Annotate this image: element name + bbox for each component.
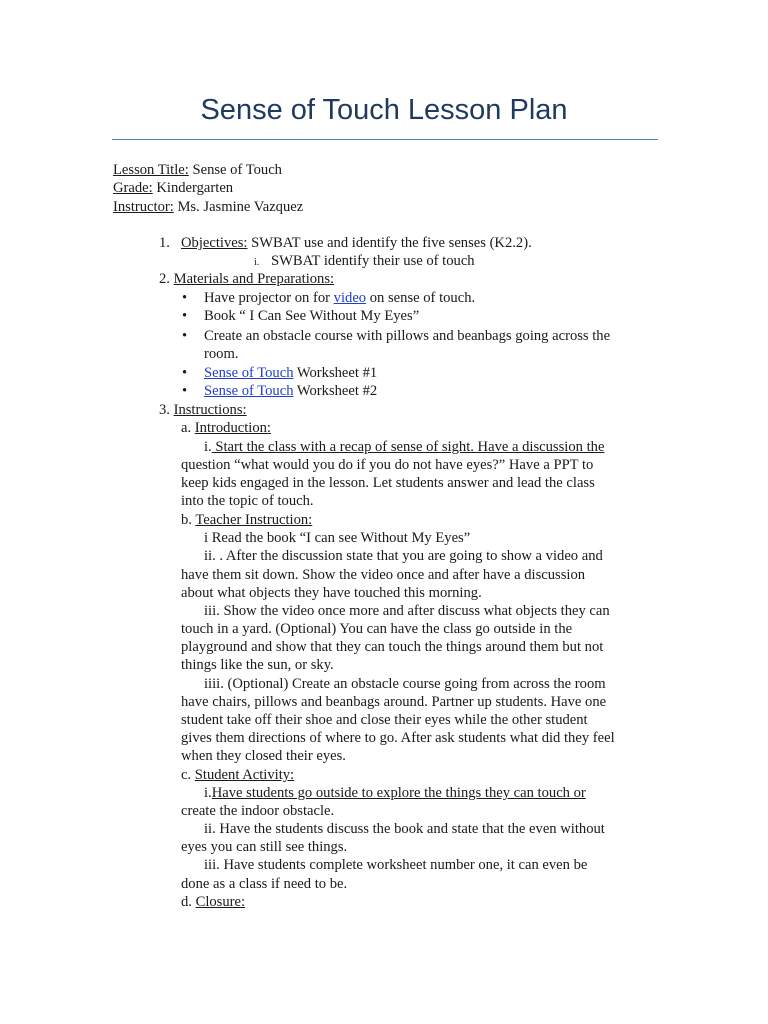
objectives-number: 1. (159, 235, 170, 251)
objectives-line (181, 234, 532, 252)
title-divider (112, 139, 658, 140)
bullet-icon: • (182, 308, 188, 324)
bullet-icon: • (182, 328, 188, 344)
teacher-instruction-prefix: b. (181, 512, 196, 528)
worksheet2-post: Worksheet #2 (293, 383, 378, 399)
teacher-line: iiii. (Optional) Create an obstacle course going from across the room (204, 676, 606, 692)
instructor-label: Instructor: (113, 199, 174, 215)
worksheet1-post: Worksheet #1 (293, 365, 378, 381)
student-line (204, 784, 586, 802)
student-i-text: Have students go outside to explore the things they can touch or (211, 785, 586, 801)
student-line: create the indoor obstacle. (181, 803, 335, 819)
objectives-label: Objectives: (181, 235, 248, 251)
student-line: eyes you can still see things. (181, 839, 348, 855)
objectives-sub-text: SWBAT identify their use of touch (271, 253, 475, 269)
materials-item-video (204, 289, 475, 307)
student-activity-prefix: c. (181, 767, 195, 783)
grade-value: Kindergarten (152, 180, 234, 196)
teacher-line: iii. Show the video once more and after discuss what objects they can (204, 603, 610, 619)
instructor-value: Ms. Jasmine Vazquez (173, 199, 304, 215)
teacher-line: have them sit down. Show the video once and after have a discussion (181, 567, 586, 583)
materials-item-book: Book “ I Can See Without My Eyes” (204, 308, 420, 324)
student-line: iii. Have students complete worksheet number one, it can even be (204, 857, 588, 873)
objectives-text: SWBAT use and identify the five senses (K2.2). (247, 235, 532, 251)
materials-item-video-post: on sense of touch. (366, 290, 476, 306)
lesson-title-line (113, 161, 282, 179)
teacher-line: when they closed their eyes. (181, 748, 346, 764)
worksheet1-link[interactable]: Sense of Touch (204, 365, 294, 381)
student-line: ii. Have the students discuss the book and state that the even without (204, 821, 605, 837)
introduction-label: Introduction: (194, 420, 271, 436)
materials-item-worksheet1 (204, 364, 377, 382)
instructions-heading (159, 401, 247, 419)
grade-label: Grade: (113, 180, 153, 196)
video-link[interactable]: video (333, 290, 367, 306)
worksheet2-link[interactable]: Sense of Touch (204, 383, 294, 399)
materials-label: Materials and Preparations: (173, 271, 335, 287)
teacher-line: ii. . After the discussion state that you are going to show a video and (204, 548, 603, 564)
lesson-title-value: Sense of Touch (188, 162, 282, 178)
teacher-line: playground and show that they can touch the things around them but not (181, 639, 604, 655)
introduction-line: into the topic of touch. (181, 493, 314, 509)
teacher-line: about what objects they have touched this morning. (181, 585, 482, 601)
introduction-line: keep kids engaged in the lesson. Let students answer and lead the class (181, 475, 595, 491)
teacher-line: student take off their shoe and close their eyes while the other student (181, 712, 588, 728)
objectives-sub-marker: i. (254, 257, 260, 268)
introduction-line (204, 438, 604, 456)
student-activity-label: Student Activity: (194, 767, 295, 783)
student-i-marker: i. (204, 785, 212, 801)
bullet-icon: • (182, 365, 188, 381)
teacher-line: gives them directions of where to go. After ask students what did they feel (181, 730, 615, 746)
closure-heading (181, 893, 245, 911)
closure-prefix: d. (181, 894, 196, 910)
bullet-icon: • (182, 290, 188, 306)
teacher-line: things like the sun, or sky. (181, 657, 334, 673)
lesson-title-label: Lesson Title: (113, 162, 189, 178)
materials-item-course-line1: Create an obstacle course with pillows and beanbags going across the (204, 328, 611, 344)
teacher-instruction-label: Teacher Instruction: (195, 512, 313, 528)
teacher-line: i Read the book “I can see Without My Eyes” (204, 530, 471, 546)
materials-item-video-pre: Have projector on for (204, 290, 334, 306)
teacher-line: have chairs, pillows and beanbags around. Partner up students. Have one (181, 694, 607, 710)
materials-heading (159, 270, 334, 288)
student-line: done as a class if need to be. (181, 876, 348, 892)
bullet-icon: • (182, 383, 188, 399)
instructions-label: Instructions: (173, 402, 247, 418)
teacher-line: touch in a yard. (Optional) You can have the class go outside in the (181, 621, 573, 637)
introduction-line-0: Start the class with a recap of sense of sight. Have a discussion the (211, 439, 605, 455)
materials-item-course-line2: room. (204, 346, 239, 362)
introduction-i-marker: i. (204, 439, 212, 455)
materials-number: 2. (159, 271, 174, 287)
grade-line (113, 179, 233, 197)
introduction-prefix: a. (181, 420, 195, 436)
introduction-heading (181, 419, 271, 437)
closure-label: Closure: (195, 894, 246, 910)
materials-item-worksheet2 (204, 382, 377, 400)
introduction-line: question “what would you do if you do not have eyes?” Have a PPT to (181, 457, 594, 473)
page-title: Sense of Touch Lesson Plan (200, 94, 568, 126)
instructions-number: 3. (159, 402, 174, 418)
teacher-instruction-heading (181, 511, 312, 529)
student-activity-heading (181, 766, 294, 784)
instructor-line (113, 198, 303, 216)
